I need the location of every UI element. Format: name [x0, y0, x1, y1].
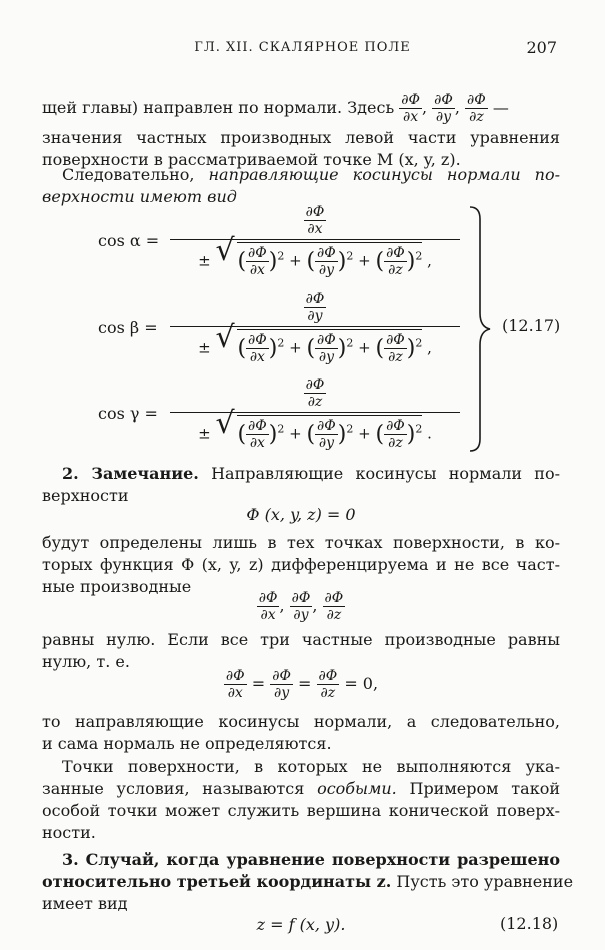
text: щей главы) направлен по нормали. Здесь	[42, 98, 395, 117]
paragraph-line: верхности	[42, 486, 129, 505]
paragraph-line: имеет вид	[42, 894, 128, 913]
explicit-surface-equation: z = f (x, y).	[256, 915, 346, 934]
paragraph-line: и сама нормаль не определяются.	[42, 734, 332, 753]
cos-alpha-fraction: $\frac{\partial\Phi}{\partial x}$ ± √ ( $\frac{\partial\Phi}{\partial x}$ )$^2$ + ( $\frac{\partial\Phi}{\partial y}$ )$^2$ + ( $\frac{\partial\Phi}{\partial z}$ )$^2$ ,	[170, 204, 460, 278]
paragraph-line: ности.	[42, 823, 96, 842]
cos-beta-fraction: $\frac{\partial\Phi}{\partial y}$ ± √ ( $\frac{\partial\Phi}{\partial x}$ )$^2$ + ( $\frac{\partial\Phi}{\partial y}$ )$^2$ + ( $\frac{\partial\Phi}{\partial z}$ )$^2$ ,	[170, 291, 460, 365]
chapter-title: ГЛ. XII. СКАЛЯРНОЕ ПОЛЕ	[194, 40, 411, 55]
zero-equation: $\frac{\partial\Phi}{\partial x}$ = $\frac{\partial\Phi}{\partial y}$ = $\frac{\partial\Phi}{\partial z}$ = 0,	[225, 668, 379, 701]
paragraph-line: значения частных производных левой части уравнения	[42, 128, 560, 147]
paragraph-line: торых функция Φ (x, y, z) дифференцируема и не все част-	[42, 555, 560, 574]
paragraph-line: равны нулю. Если все три частные производные равны	[42, 630, 560, 649]
partial-derivative-y: $\frac{\partial\Phi}{\partial y}$	[434, 92, 453, 125]
paragraph-line: будут определены лишь в тех точках поверхности, в ко-	[42, 533, 560, 552]
paragraph-line: Следовательно, направляющие косинусы нормали по-	[62, 165, 560, 184]
cos-alpha-label: cos α =	[98, 231, 160, 250]
paragraph-line: ные производные	[42, 577, 192, 596]
page-number: 207	[526, 38, 557, 57]
paragraph-line: 2. Замечание. Направляющие косинусы нормали по-	[62, 464, 561, 483]
cos-gamma-label: cos γ =	[98, 404, 158, 423]
paragraph-line: особой точки может служить вершина конической поверх-	[42, 801, 560, 820]
paragraph-line: то направляющие косинусы нормали, а следовательно,	[42, 712, 560, 731]
right-brace-icon	[466, 205, 496, 455]
equation-number: (12.18)	[500, 914, 559, 933]
paragraph-line: занные условия, называются особыми. Примером такой	[42, 779, 560, 798]
partial-derivative-x: $\frac{\partial\Phi}{\partial x}$	[401, 92, 420, 125]
surface-equation: Φ (x, y, z) = 0	[246, 505, 356, 524]
running-header	[0, 40, 605, 60]
section-heading: 3. Случай, когда уравнение поверхности разрешено	[62, 850, 560, 869]
paragraph-line: верхности имеют вид	[42, 187, 237, 206]
paragraph-line: поверхности в рассматриваемой точке M (x, y, z).	[42, 150, 461, 169]
paragraph-line: относительно третьей координаты z. Пусть это уравнение	[42, 872, 574, 891]
cos-gamma-fraction: $\frac{\partial\Phi}{\partial z}$ ± √ ( $\frac{\partial\Phi}{\partial x}$ )$^2$ + ( $\frac{\partial\Phi}{\partial y}$ )$^2$ + ( $\frac{\partial\Phi}{\partial z}$ )$^2$ .	[170, 377, 460, 451]
partials-list: $\frac{\partial\Phi}{\partial x}$ , $\frac{\partial\Phi}{\partial y}$ , $\frac{\partial\Phi}{\partial z}$	[258, 590, 344, 623]
paragraph-line: нулю, т. е.	[42, 652, 130, 671]
paragraph-line: Точки поверхности, в которых не выполняются ука-	[62, 757, 560, 776]
paragraph-line: щей главы) направлен по нормали. Здесь $\frac{\partial\Phi}{\partial x}$ , $\frac{\partial\Phi}{\partial y}$ , $\frac{\partial\Phi}{\partial z}$ —	[42, 92, 509, 125]
equation-number: (12.17)	[502, 316, 561, 335]
dash: —	[492, 98, 509, 117]
cos-beta-label: cos β =	[98, 318, 158, 337]
partial-derivative-z: $\frac{\partial\Phi}{\partial z}$	[467, 92, 486, 125]
